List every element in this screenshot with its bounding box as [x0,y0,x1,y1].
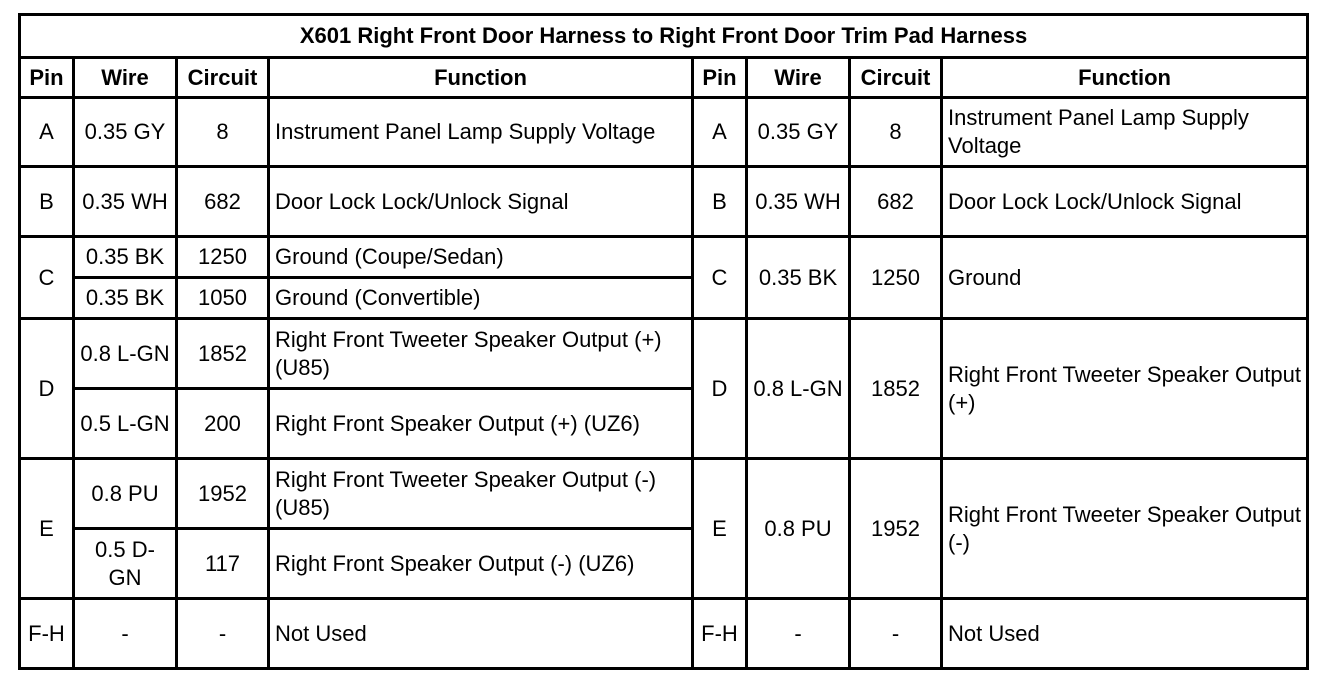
table-row-d1 [20,319,1308,389]
wire-cell: 0.5 L-GN [74,389,177,459]
circuit-cell: 682 [177,167,269,237]
pin-cell: B [693,167,747,237]
function-cell: Right Front Speaker Output (-) (UZ6) [269,529,693,599]
table-row-c1 [20,237,1308,278]
circuit-cell: 1250 [177,237,269,278]
circuit-cell: - [850,599,942,669]
circuit-cell: 1952 [177,459,269,529]
pin-cell: E [693,459,747,599]
circuit-cell: 8 [177,98,269,167]
circuit-cell: 1050 [177,278,269,319]
wire-cell: - [747,599,850,669]
wire-cell: 0.35 BK [747,237,850,319]
wire-cell: 0.35 BK [74,278,177,319]
header-function-left: Function [269,58,693,98]
header-wire-left: Wire [74,58,177,98]
header-circuit-left: Circuit [177,58,269,98]
header-function-right: Function [942,58,1308,98]
pin-cell: B [20,167,74,237]
wire-cell: 0.8 L-GN [747,319,850,459]
function-cell: Ground (Convertible) [269,278,693,319]
function-cell: Ground (Coupe/Sedan) [269,237,693,278]
pin-cell: D [20,319,74,459]
pin-cell: F-H [693,599,747,669]
header-circuit-right: Circuit [850,58,942,98]
wire-cell: 0.5 D-GN [74,529,177,599]
circuit-cell: 1852 [177,319,269,389]
pin-cell: D [693,319,747,459]
circuit-cell: 1852 [850,319,942,459]
function-cell: Ground [942,237,1308,319]
wire-cell: 0.8 L-GN [74,319,177,389]
circuit-cell: 8 [850,98,942,167]
function-cell: Instrument Panel Lamp Supply Voltage [269,98,693,167]
title-row [20,15,1308,58]
header-row [20,58,1308,98]
table-row-fh [20,599,1308,669]
pin-cell: F-H [20,599,74,669]
circuit-cell: 682 [850,167,942,237]
wire-cell: 0.35 BK [74,237,177,278]
function-cell: Door Lock Lock/Unlock Signal [942,167,1308,237]
header-wire-right: Wire [747,58,850,98]
wire-cell: 0.8 PU [747,459,850,599]
pin-cell: C [20,237,74,319]
pin-cell: E [20,459,74,599]
circuit-cell: 1250 [850,237,942,319]
header-pin-left: Pin [20,58,74,98]
table-row-e1 [20,459,1308,529]
pin-cell: A [20,98,74,167]
function-cell: Not Used [942,599,1308,669]
wire-cell: 0.35 GY [74,98,177,167]
wire-cell: 0.35 WH [74,167,177,237]
pin-cell: A [693,98,747,167]
wire-cell: 0.35 WH [747,167,850,237]
wire-cell: - [74,599,177,669]
header-pin-right: Pin [693,58,747,98]
circuit-cell: 1952 [850,459,942,599]
function-cell: Door Lock Lock/Unlock Signal [269,167,693,237]
function-cell: Right Front Tweeter Speaker Output (-) [942,459,1308,599]
function-cell: Right Front Tweeter Speaker Output (+) [942,319,1308,459]
function-cell: Instrument Panel Lamp Supply Voltage [942,98,1308,167]
wire-cell: 0.35 GY [747,98,850,167]
function-cell: Right Front Tweeter Speaker Output (+) (U85) [269,319,693,389]
wire-cell: 0.8 PU [74,459,177,529]
function-cell: Right Front Tweeter Speaker Output (-) (U85) [269,459,693,529]
circuit-cell: 117 [177,529,269,599]
table-row-a [20,98,1308,167]
function-cell: Not Used [269,599,693,669]
circuit-cell: - [177,599,269,669]
table-title: X601 Right Front Door Harness to Right Front Door Trim Pad Harness [20,15,1308,58]
function-cell: Right Front Speaker Output (+) (UZ6) [269,389,693,459]
connector-table [18,13,1309,670]
circuit-cell: 200 [177,389,269,459]
pin-cell: C [693,237,747,319]
table-row-b [20,167,1308,237]
